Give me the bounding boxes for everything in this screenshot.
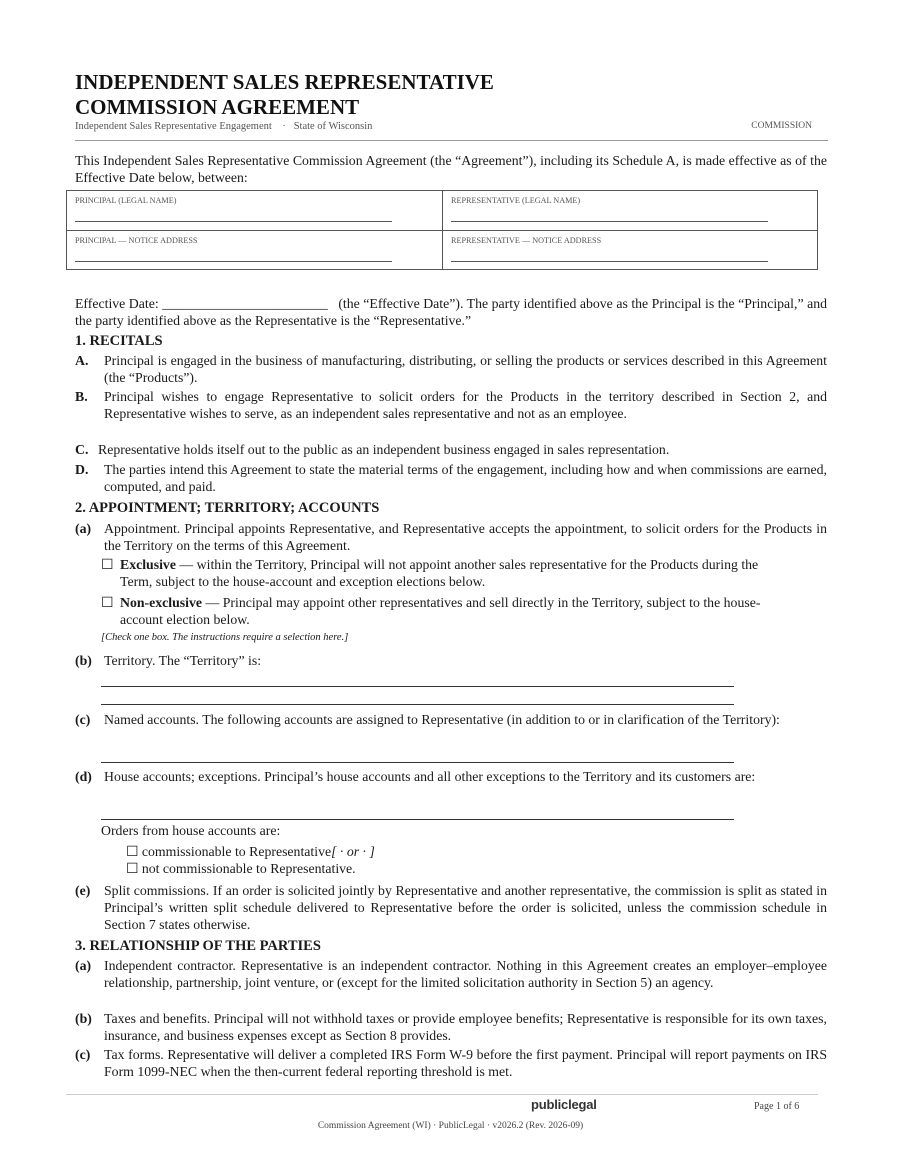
not-commissionable-checkbox[interactable]: ☐: [126, 861, 139, 876]
principal-name-line: [75, 221, 392, 222]
representative-address-label: REPRESENTATIVE — NOTICE ADDRESS: [451, 236, 602, 245]
clause-label: (d): [75, 769, 92, 784]
recital-label: C.: [75, 442, 89, 457]
house-option-not-commissionable[interactable]: [126, 860, 626, 877]
subtitle-engagement: Independent Sales Representative Engagement: [75, 121, 272, 132]
non-exclusive-label: Non-exclusive: [120, 595, 203, 610]
non-exclusive-text: — Principal may appoint other representatives and sell directly in the Territory, subject to the house-account election below.: [120, 595, 761, 627]
clause-label: (e): [75, 883, 91, 898]
clause-text: Split commissions. If an order is solicited jointly by Representative and another representative, the commission is split as stated in Principal’s written split schedule delivered to Representative before the order is solicited, unless the commission schedule in Section 7 states otherwise.: [104, 883, 827, 932]
named-accounts-line[interactable]: [101, 762, 734, 763]
title-line-1: INDEPENDENT SALES REPRESENTATIVE: [75, 70, 494, 94]
clause-text: Tax forms. Representative will deliver a completed IRS Form W-9 before the first payment. Principal will report payments on IRS Form 1099-NEC when the then-current federal reporting threshold is met.: [104, 1047, 827, 1079]
representative-address-line: [451, 261, 768, 262]
publiclegal-logo: publiclegal: [531, 1097, 597, 1112]
clause-label: (b): [75, 1011, 92, 1026]
commissionable-text: commissionable to Representative: [141, 844, 332, 859]
title-line-2: COMMISSION AGREEMENT: [75, 95, 360, 119]
intro-paragraph: This Independent Sales Representative Commission Agreement (the “Agreement”), including its Schedule A, is made effective as of the Effective Date below, between:: [75, 153, 827, 185]
principal-address-cell[interactable]: [67, 231, 442, 270]
recital-text: Representative holds itself out to the public as an independent business engaged in sales representation.: [98, 442, 670, 457]
header-rule: [75, 140, 828, 141]
exclusive-label: Exclusive: [120, 557, 176, 572]
clause-text: Taxes and benefits. Principal will not withhold taxes or provide employee benefits; Representative is responsible for its own taxes, insurance, and business expenses except as Section 8 provides.: [104, 1011, 827, 1043]
clause-text: Named accounts. The following accounts are assigned to Representative (in addition to or in clarification of the Territory):: [104, 712, 780, 727]
document-title: [75, 70, 675, 120]
clause-label: (b): [75, 653, 92, 668]
principal-address-line: [75, 261, 392, 262]
clause-text: Territory. The “Territory” is:: [104, 653, 262, 668]
subtitle-separator: ·: [282, 121, 286, 132]
recital-text: The parties intend this Agreement to state the material terms of the engagement, including how and when commissions are earned, computed, and paid.: [104, 462, 827, 494]
clause-text: Appointment. Principal appoints Representative, and Representative accepts the appointment, to solicit orders for the Products in the Territory on the terms of this Agreement.: [104, 521, 827, 553]
effective-date-label: Effective Date:: [75, 296, 159, 311]
clause-label: (c): [75, 1047, 91, 1062]
representative-name-cell[interactable]: [443, 191, 818, 230]
house-accounts-line[interactable]: [101, 819, 734, 820]
effective-date-text: (the “Effective Date”). The party identified above as the Principal is the “Principal,” and the party identified above as the Representative is the “Representative.”: [75, 296, 828, 328]
non-exclusive-checkbox[interactable]: ☐: [101, 595, 114, 610]
clause-text: House accounts; exceptions. Principal’s house accounts and all other exceptions to the Territory and its customers are:: [104, 769, 756, 784]
section-1-heading: 1. RECITALS: [75, 333, 163, 349]
effective-date-paragraph: [75, 295, 827, 329]
party-table: [66, 190, 818, 270]
representative-name-label: REPRESENTATIVE (LEGAL NAME): [451, 196, 581, 205]
section-2-heading: 2. APPOINTMENT; TERRITORY; ACCOUNTS: [75, 500, 380, 516]
or-note: [ · or · ]: [331, 844, 375, 859]
recital-text: Principal wishes to engage Representative to solicit orders for the Products in the territory described in Section 2, and Representative wishes to serve, as an independent sales representative and not as an employee.: [104, 389, 827, 421]
principal-name-cell[interactable]: [67, 191, 442, 230]
section-3-heading: 3. RELATIONSHIP OF THE PARTIES: [75, 938, 321, 954]
principal-address-label: PRINCIPAL — NOTICE ADDRESS: [75, 236, 198, 245]
clause-label: (a): [75, 958, 92, 973]
representative-name-line: [451, 221, 768, 222]
territory-line-2[interactable]: [101, 704, 734, 705]
recital-label: A.: [75, 353, 89, 368]
footer-line: Commission Agreement (WI) · PublicLegal · v2026.2 (Rev. 2026-09): [317, 1121, 584, 1131]
not-commissionable-text: not commissionable to Representative.: [141, 861, 356, 876]
recital-label: D.: [75, 462, 89, 477]
subtitle-state: State of Wisconsin: [293, 121, 373, 132]
territory-line-1[interactable]: [101, 686, 734, 687]
effective-date-field[interactable]: ________________________: [162, 296, 328, 311]
recital-label: B.: [75, 389, 88, 404]
footer-rule: [66, 1094, 818, 1095]
exclusive-checkbox[interactable]: ☐: [101, 557, 114, 572]
subtitle-row: [75, 121, 812, 137]
clause-label: (a): [75, 521, 92, 536]
clause-text: Independent contractor. Representative is an independent contractor. Nothing in this Agreement creates an employer–employee relationship, partnership, joint venture, or (except for the limited solicitation authority in Section 5) an agency.: [104, 958, 827, 990]
clause-label: (c): [75, 712, 91, 727]
exclusive-text: — within the Territory, Principal will not appoint another sales representative for the Products during the Term, subject to the house-account and exception elections below.: [120, 557, 759, 589]
subtitle-category: COMMISSION: [751, 121, 812, 131]
commissionable-checkbox[interactable]: ☐: [126, 844, 139, 859]
recital-text: Principal is engaged in the business of manufacturing, distributing, or selling the products or services described in this Agreement (the “Products”).: [104, 353, 827, 385]
representative-address-cell[interactable]: [443, 231, 818, 270]
house-orders-label: Orders from house accounts are:: [101, 823, 281, 838]
check-instruction-note: [Check one box. The instructions require a selection here.]: [101, 632, 349, 643]
page-number: Page 1 of 6: [754, 1101, 800, 1112]
house-option-commissionable[interactable]: [126, 843, 626, 860]
principal-name-label: PRINCIPAL (LEGAL NAME): [75, 196, 177, 205]
